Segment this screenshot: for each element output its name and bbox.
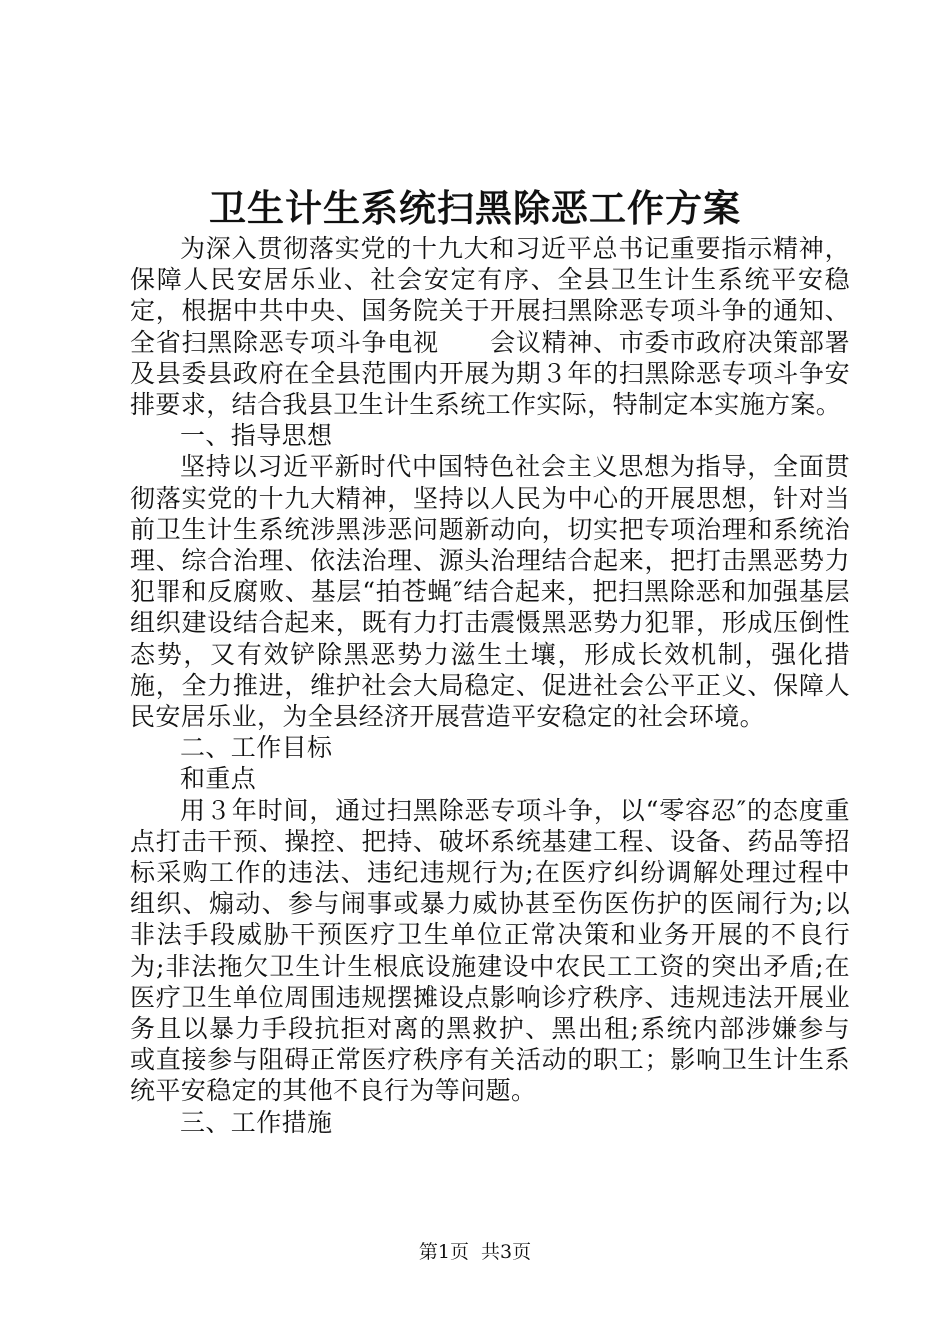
guiding-ideology-paragraph: 坚持以习近平新时代中国特色社会主义思想为指导，全面贯彻落实党的十九大精神，坚持以人民为中心的开展思想，针对当前卫生计生系统涉黑涉恶问题新动向，切实把专项治理和系统治理、综合治理、依法治理、源头治理结合起来，把打击黑恶势力犯罪和反腐败、基层“拍苍蝇″结合起来，把扫黑除恶和加强基层组织建设结合起来，既有力打击震慑黑恶势力犯罪，形成压倒性态势，又有效铲除黑恶势力滋生土壤，形成长效机制，强化措施，全力推进，维护社会大局稳定、促进社会公平正义、保障人民安居乐业，为全县经济开展营造平安稳定的社会环境。 <box>130 452 850 732</box>
document-body <box>130 233 850 1138</box>
work-goals-paragraph: 用３年时间，通过扫黑除恶专项斗争，以“零容忍″的态度重点打击干预、操控、把持、破坏系统基建工程、设备、药品等招标采购工作的违法、违纪违规行为;在医疗纠纷调解处理过程中组织、煽动、参与闹事或暴力威协甚至伤医伤护的医闹行为;以非法手段威胁干预医疗卫生单位正常决策和业务开展的不良行为;非法拖欠卫生计生根底设施建设中农民工工资的突出矛盾;在医疗卫生单位周围违规摆摊设点影响诊疗秩序、违规违法开展业务且以暴力手段抗拒对离的黑救护、黑出租;系统内部涉嫌参与或直接参与阻碍正常医疗秩序有关活动的职工；影响卫生计生系统平安稳定的其他不良行为等问题。 <box>130 795 850 1106</box>
section-heading-work-goals-continued: 和重点 <box>180 764 257 794</box>
section-heading-guiding-ideology: 一、指导思想 <box>180 421 333 451</box>
page-number: 第1页 <box>418 1241 469 1263</box>
page-total: 共3页 <box>481 1241 532 1263</box>
section-heading-work-goals: 二、工作目标 <box>180 733 333 763</box>
section-heading-work-measures: 三、工作措施 <box>180 1107 333 1137</box>
page-footer <box>0 1240 950 1264</box>
document-title: 卫生计生系统扫黑除恶工作方案 <box>209 186 741 230</box>
intro-paragraph: 为深入贯彻落实党的十九大和习近平总书记重要指示精神，保障人民安居乐业、社会安定有序、全县卫生计生系统平安稳定，根据中共中央、国务院关于开展扫黑除恶专项斗争的通知、全省扫黑除恶专项斗争电视 会议精神、市委市政府决策部署及县委县政府在全县范围内开展为期３年的扫黑除恶专项斗争安排要求，结合我县卫生计生系统工作实际，特制定本实施方案。 <box>130 234 850 420</box>
